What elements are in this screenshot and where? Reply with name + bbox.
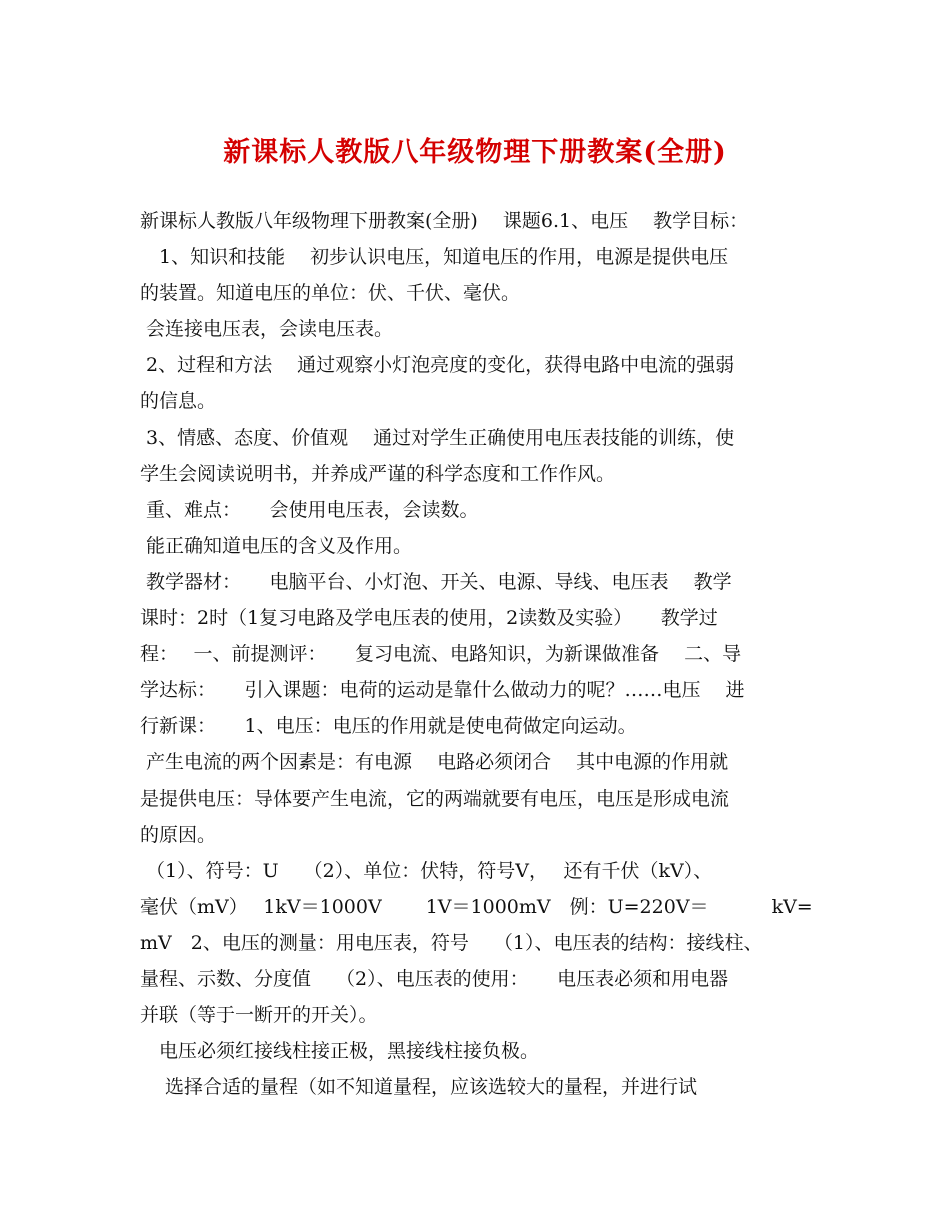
body-line: 的信息。 [140, 390, 217, 413]
body-line: 的原因。 [140, 823, 217, 846]
body-line: 1、知识和技能 初步认识电压，知道电压的作用，电源是提供电压 [140, 246, 729, 269]
body-line: 程： 一、前提测评： 复习电流、电路知识，为新课做准备 二、导 [140, 643, 742, 666]
body-line: 会连接电压表，会读电压表。 [140, 318, 394, 341]
body-line: 毫伏（mV） 1kV＝1000V 1V＝1000mV 例：U=220V＝ kV= [140, 895, 813, 918]
body-line: 学生会阅读说明书，并养成严谨的科学态度和工作作风。 [140, 462, 616, 485]
body-line: 能正确知道电压的含义及作用。 [140, 534, 413, 557]
document-title: 新课标人教版八年级物理下册教案(全册) [223, 137, 727, 168]
document-body [140, 203, 830, 1105]
body-line: 3、情感、态度、价值观 通过对学生正确使用电压表技能的训练，使 [140, 426, 735, 449]
body-line: 并联（等于一断开的开关）。 [140, 1004, 378, 1027]
body-line: 产生电流的两个因素是：有电源 电路必须闭合 其中电源的作用就 [140, 751, 729, 774]
body-line: 的装置。知道电压的单位：伏、千伏、毫伏。 [140, 282, 521, 305]
body-line: mV 2、电压的测量：用电压表，符号 （1）、电压表的结构：接线柱、 [140, 931, 763, 954]
body-line: 教学器材： 电脑平台、小灯泡、开关、电源、导线、电压表 教学 [140, 570, 732, 593]
body-line: 学达标： 引入课题：电荷的运动是靠什么做动力的呢？……电压 进 [140, 679, 745, 702]
body-line: 新课标人教版八年级物理下册教案(全册) 课题6.1、电压 教学目标： [140, 210, 749, 232]
body-line: 电压必须红接线柱接正极，黑接线柱接负极。 [140, 1040, 540, 1063]
body-line: 行新课： 1、电压：电压的作用就是使电荷做定向运动。 [140, 715, 637, 738]
body-line: 是提供电压：导体要产生电流，它的两端就要有电压，电压是形成电流 [140, 787, 730, 810]
body-line: 量程、示数、分度值 （2）、电压表的使用： 电压表必须和用电器 [140, 967, 729, 990]
body-line: 课时：2时（1复习电路及学电压表的使用，2读数及实验） 教学过 [140, 607, 718, 630]
body-line: 重、难点： 会使用电压表，会读数。 [140, 498, 479, 521]
body-line: 2、过程和方法 通过观察小灯泡亮度的变化，获得电路中电流的强弱 [140, 354, 735, 377]
body-line: 选择合适的量程（如不知道量程，应该选较大的量程，并进行试 [140, 1076, 698, 1099]
body-line: （1）、符号：U （2）、单位：伏特，符号V， 还有千伏（kV）、 [140, 859, 713, 882]
